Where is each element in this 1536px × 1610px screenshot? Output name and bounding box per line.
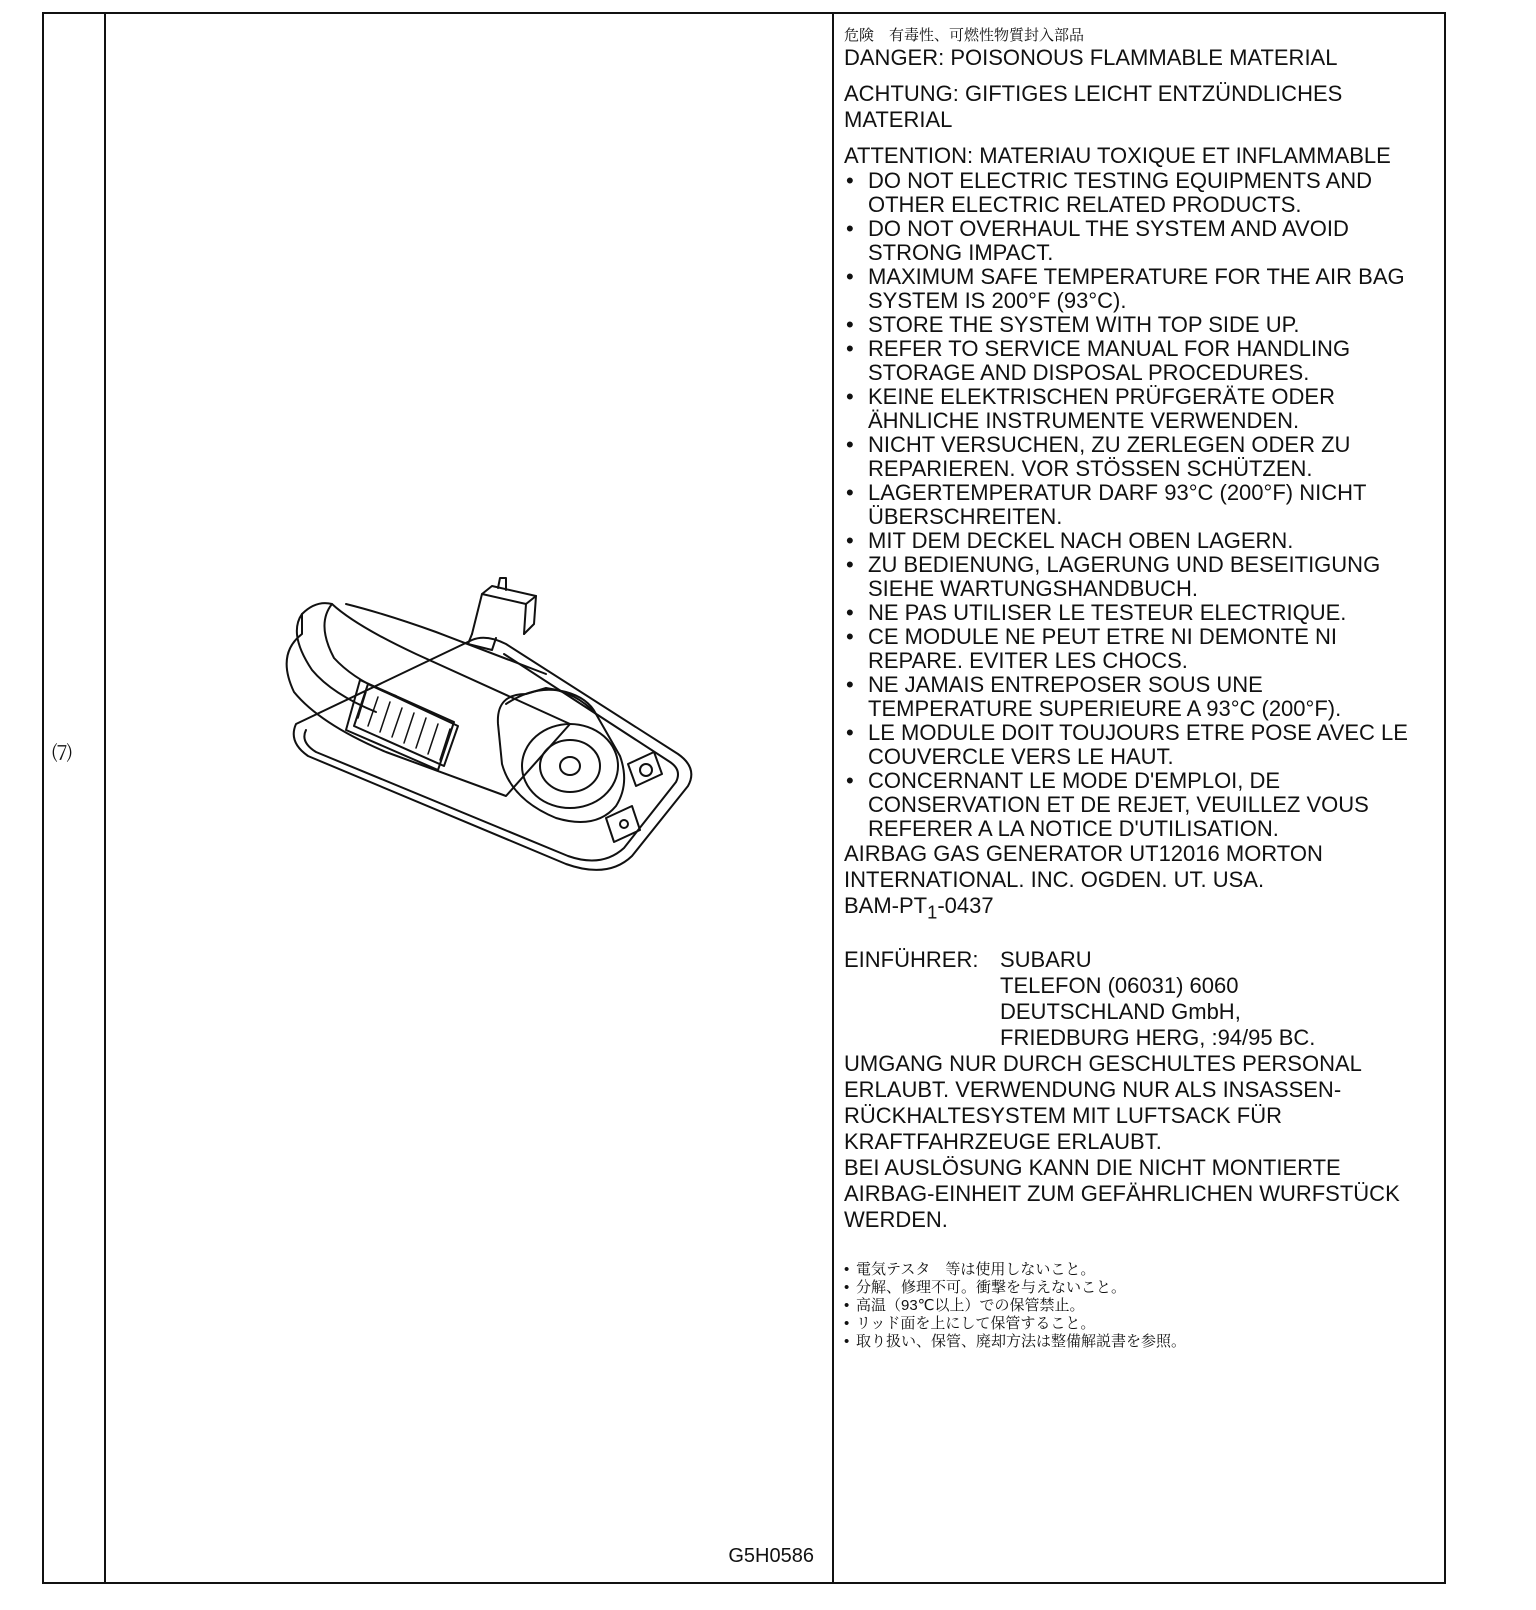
- list-item: • リッド面を上にして保管すること。: [844, 1315, 1426, 1333]
- bam-suffix: -0437: [937, 893, 994, 918]
- handling-notice: UMGANG NUR DURCH GESCHULTES PERSONAL ERLAUBT. VERWENDUNG NUR ALS INSASSEN-RÜCKHALTESYSTEM MIT LUFTSACK FÜR KRAFTFAHRZEUGE ERLAUBT.: [844, 1051, 1362, 1155]
- danger-english: DANGER: POISONOUS FLAMMABLE MATERIAL: [844, 45, 1338, 70]
- list-item: • LAGERTEMPERATUR DARF 93°C (200°F) NICHT ÜBERSCHREITEN.: [844, 481, 1426, 529]
- importer-line: SUBARU: [1000, 947, 1092, 973]
- list-item: • KEINE ELEKTRISCHEN PRÜFGERÄTE ODER ÄHNLICHE INSTRUMENTE VERWENDEN.: [844, 385, 1426, 433]
- list-item: • DO NOT OVERHAUL THE SYSTEM AND AVOID STRONG IMPACT.: [844, 217, 1426, 265]
- importer-label: EINFÜHRER:: [844, 947, 979, 973]
- deployment-notice: BEI AUSLÖSUNG KANN DIE NICHT MONTIERTE AIRBAG-EINHEIT ZUM GEFÄHRLICHEN WURFSTÜCK WERDEN.: [844, 1155, 1400, 1233]
- importer-block: [844, 947, 1426, 1051]
- list-item: • MAXIMUM SAFE TEMPERATURE FOR THE AIR BAG SYSTEM IS 200°F (93°C).: [844, 265, 1426, 313]
- importer-line: DEUTSCHLAND GmbH,: [1000, 999, 1241, 1025]
- bam-subscript: 1: [927, 901, 938, 923]
- list-item: • CE MODULE NE PEUT ETRE NI DEMONTE NI REPARE. EVITER LES CHOCS.: [844, 625, 1426, 673]
- airbag-module-illustration: [236, 574, 706, 904]
- japanese-instructions: [844, 1261, 1426, 1351]
- list-item: • ZU BEDIENUNG, LAGERUNG UND BESEITIGUNG SIEHE WARTUNGSHANDBUCH.: [844, 553, 1426, 601]
- gas-generator-info: AIRBAG GAS GENERATOR UT12016 MORTON INTERNATIONAL. INC. OGDEN. UT. USA.: [844, 841, 1323, 892]
- list-item: • 分解、修理不可。衝撃を与えないこと。: [844, 1279, 1426, 1297]
- list-item: • NE PAS UTILISER LE TESTEUR ELECTRIQUE.: [844, 601, 1426, 625]
- list-item: • LE MODULE DOIT TOUJOURS ETRE POSE AVEC LE COUVERCLE VERS LE HAUT.: [844, 721, 1426, 769]
- list-item: • 電気テスタ 等は使用しないこと。: [844, 1261, 1426, 1279]
- list-item: • 取り扱い、保管、廃却方法は整備解説書を参照。: [844, 1333, 1426, 1351]
- list-item: • NICHT VERSUCHEN, ZU ZERLEGEN ODER ZU REPARIEREN. VOR STÖSSEN SCHÜTZEN.: [844, 433, 1426, 481]
- danger-french: ATTENTION: MATERIAU TOXIQUE ET INFLAMMABLE: [844, 143, 1391, 168]
- list-item: • CONCERNANT LE MODE D'EMPLOI, DE CONSERVATION ET DE REJET, VEUILLEZ VOUS REFERER A LA NOTICE D'UTILISATION.: [844, 769, 1426, 841]
- list-item: • NE JAMAIS ENTREPOSER SOUS UNE TEMPERATURE SUPERIEURE A 93°C (200°F).: [844, 673, 1426, 721]
- item-number-column: [44, 14, 106, 1582]
- label-frame: [42, 12, 1446, 1584]
- list-item: • DO NOT ELECTRIC TESTING EQUIPMENTS AND OTHER ELECTRIC RELATED PRODUCTS.: [844, 169, 1426, 217]
- importer-line: TELEFON (06031) 6060: [1000, 973, 1239, 999]
- list-item: • REFER TO SERVICE MANUAL FOR HANDLING STORAGE AND DISPOSAL PROCEDURES.: [844, 337, 1426, 385]
- item-number: ⑺: [52, 743, 72, 765]
- bam-approval-number: [844, 893, 1426, 925]
- german-instructions: [844, 385, 1426, 601]
- warning-text-column: [834, 14, 1444, 1582]
- figure-code: G5H0586: [728, 1545, 814, 1567]
- figure-column: [106, 14, 834, 1582]
- list-item: • 高温（93℃以上）での保管禁止。: [844, 1297, 1426, 1315]
- list-item: • MIT DEM DECKEL NACH OBEN LAGERN.: [844, 529, 1426, 553]
- list-item: • STORE THE SYSTEM WITH TOP SIDE UP.: [844, 313, 1426, 337]
- danger-german: ACHTUNG: GIFTIGES LEICHT ENTZÜNDLICHES MATERIAL: [844, 81, 1343, 132]
- japanese-danger-header: 危険 有毒性、可燃性物質封入部品: [844, 27, 1085, 44]
- bam-prefix: BAM-PT: [844, 893, 928, 918]
- importer-line: FRIEDBURG HERG, :94/95 BC.: [1000, 1025, 1316, 1051]
- english-instructions: [844, 169, 1426, 385]
- french-instructions: [844, 601, 1426, 841]
